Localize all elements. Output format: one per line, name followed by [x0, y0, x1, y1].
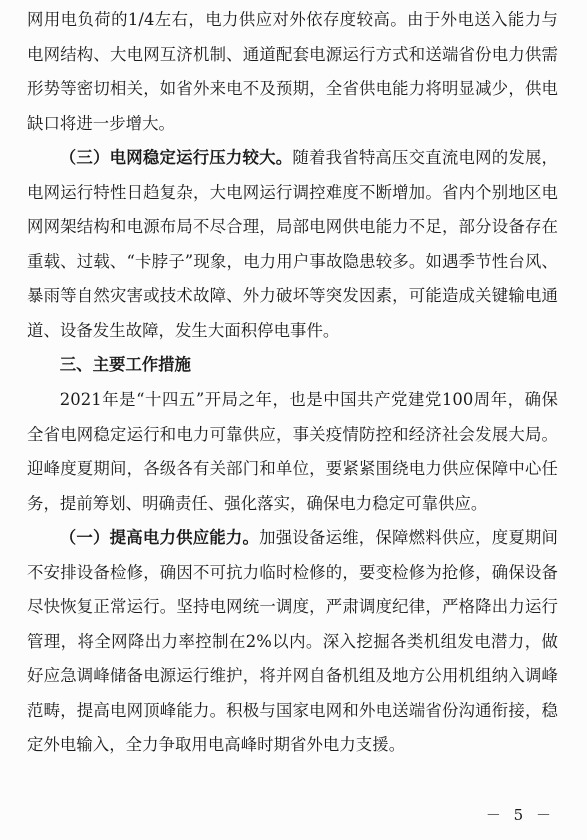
- paragraph-supply-capacity: [27, 521, 558, 763]
- document-body: [27, 3, 558, 763]
- section-heading: 三、主要工作措施: [59, 355, 191, 375]
- paragraph-lead: （三）电网稳定运行压力较大。: [59, 148, 293, 168]
- paragraph-grid-stability: [27, 141, 558, 348]
- page-number: － 5 －: [485, 806, 555, 824]
- paragraph-intro-2021: [27, 383, 558, 521]
- paragraph-text: 2021年是“十四五”开局之年，也是中国共产党建党100周年，确保全省电网稳定运行和电力可靠供应，事关疫情防控和经济社会发展大局。迎峰度夏期间，各级各有关部门和单位，要紧紧围绕电力供应保障中心任务，提前筹划、明确责任、强化落实，确保电力稳定可靠供应。: [27, 390, 558, 513]
- paragraph-continuation: [27, 3, 558, 141]
- paragraph-text: 网用电负荷的1/4左右，电力供应对外依存度较高。由于外电送入能力与电网结构、大电网互济机制、通道配套电源运行方式和送端省份电力供需形势等密切相关，如省外来电不及预期，全省供电能力将明显减少，供电缺口将进一步增大。: [27, 10, 558, 133]
- paragraph-lead: （一）提高电力供应能力。: [59, 528, 260, 548]
- paragraph-text: 随着我省特高压交直流电网的发展，电网运行特性日趋复杂，大电网运行调控难度不断增加。省内个别地区电网网架结构和电源布局不尽合理，局部电网供电能力不足，部分设备存在重载、过载、“卡脖子”现象，电力用户事故隐患较多。如遇季节性台风、暴雨等自然灾害或技术故障、外力破坏等突发因素，可能造成关键输电通道、设备发生故障，发生大面积停电事件。: [27, 148, 558, 340]
- paragraph-text: 加强设备运维，保障燃料供应，度夏期间不安排设备检修，确因不可抗力临时检修的，要变检修为抢修，确保设备尽快恢复正常运行。坚持电网统一调度，严肃调度纪律，严格降出力运行管理，将全网降出力率控制在2%以内。深入挖掘各类机组发电潜力，做好应急调峰储备电源运行维护，将并网自备机组及地方公用机组纳入调峰范畴，提高电网顶峰能力。积极与国家电网和外电送端省份沟通衔接，稳定外电输入，全力争取用电高峰时期省外电力支援。: [27, 528, 558, 755]
